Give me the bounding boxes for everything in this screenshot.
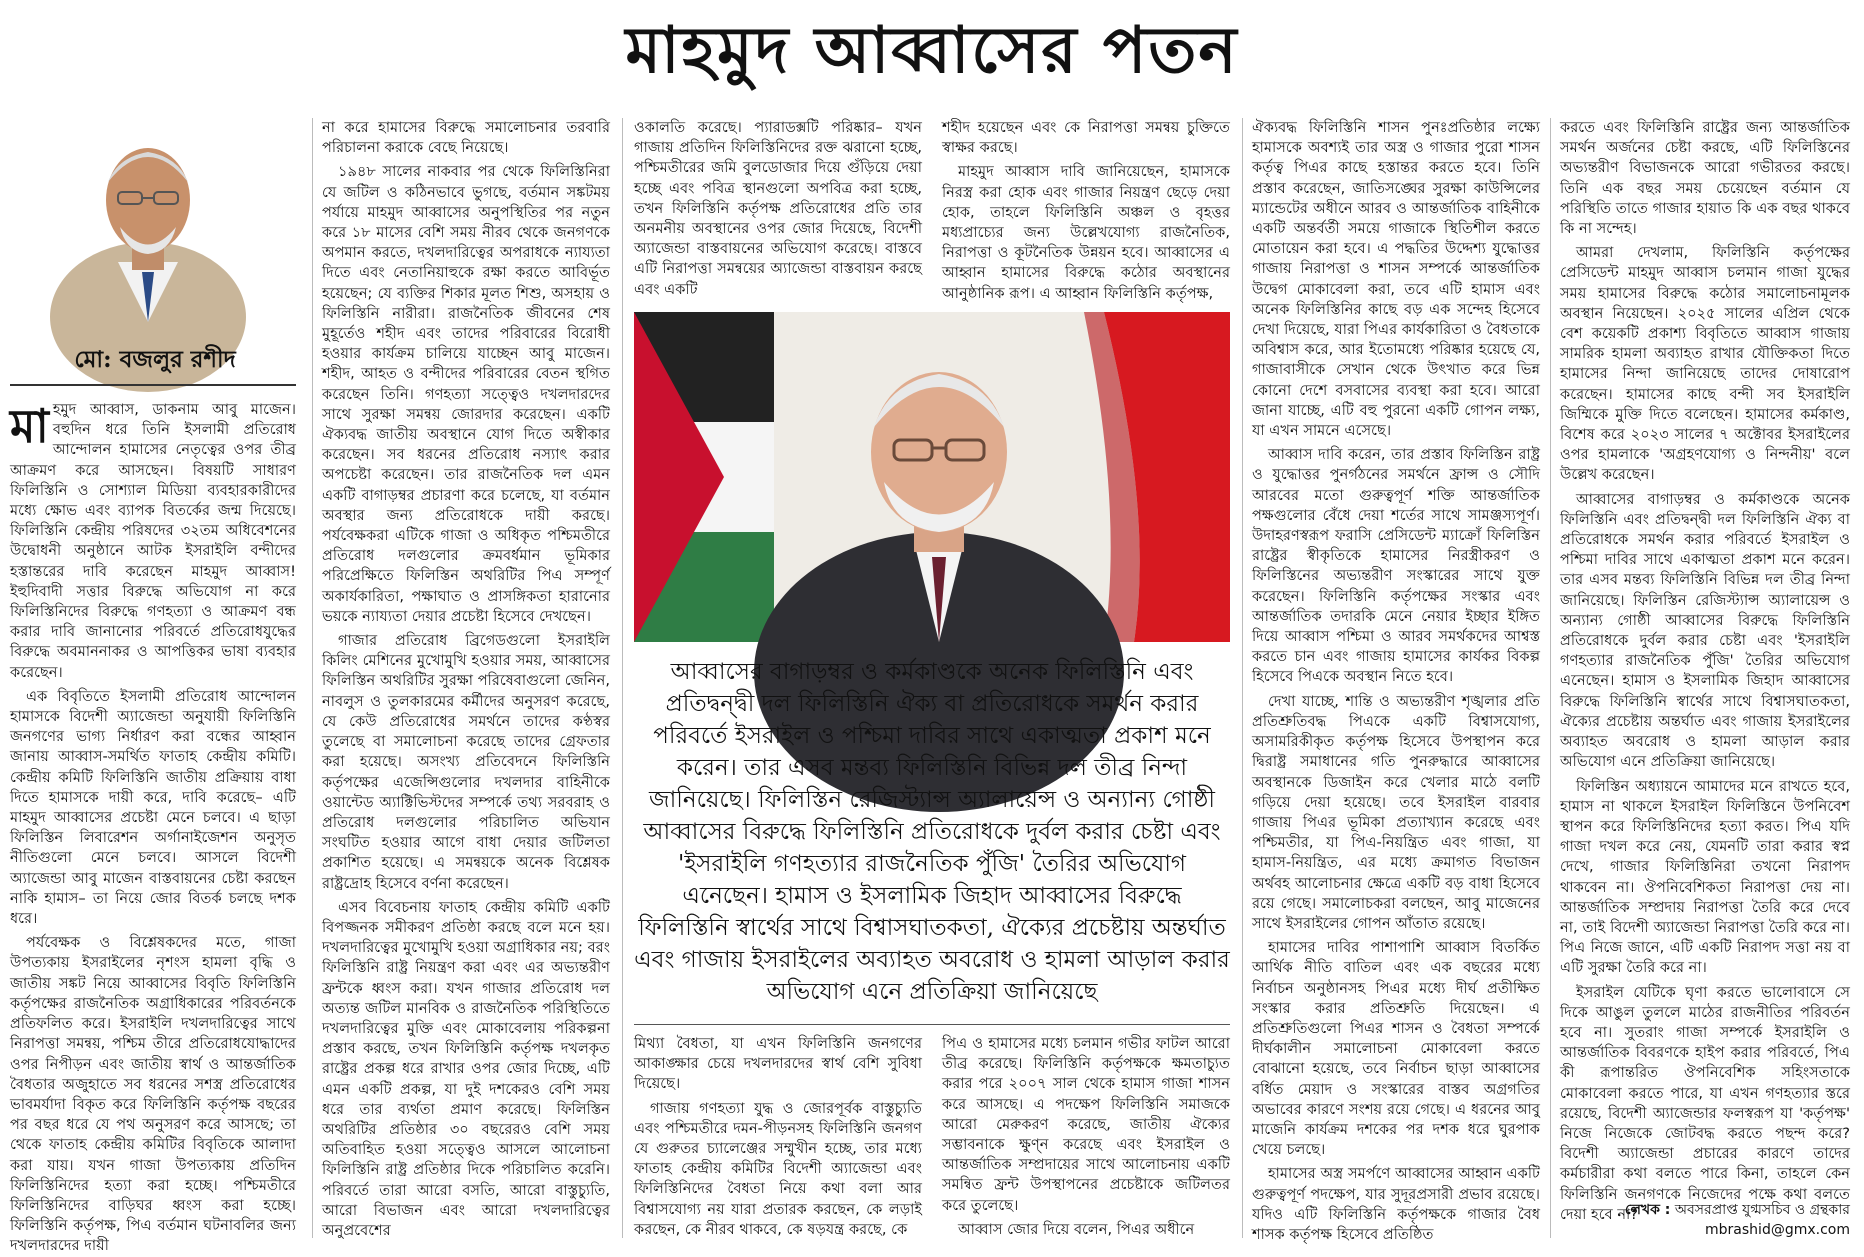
paragraph: ফিলিস্তিন অধ্যায়নে আমাদের মনে রাখতে হবে, হামাস না থাকলে ইসরাইল ফিলিস্তিনে উপনিবেশ স্থাপন করে ফিলিস্তিনিদের হত্যা করত। পিএ যদি গাজা দখল করে নেয়, যেমনটি তারা করার স্বপ্ন দেখে, গাজার ফিলিস্তিনিরা তখনো নিরাপদ থাকবেন না। ঔপনিবেশিকতা নিরাপত্তা দেয় না। আন্তর্জাতিক সম্প্রদায় নিরাপত্তা তৈরি করে দেবে না, তাই বিদেশী অ্যাজেন্ডা নিরাপত্তা তৈরি করে না। পিএ নিজে জানে, এটি একটি নিরাপদ সত্তা নয় বা এটি সুরক্ষা তৈরি করে না। [1560,777,1850,977]
column-divider [622,118,623,1238]
author-byline: মো: বজলুর রশীদ [74,346,236,373]
author-email: mbrashid@gmx.com [1705,1222,1850,1238]
paragraph: মিথ্যা বৈধতা, যা এখন ফিলিস্তিনি জনগণের আকাঙ্ক্ষার চেয়ে দখলদারদের স্বার্থ বেশি সুবিধা দিয়েছে। [634,1035,922,1093]
pull-quote: আব্বাসের বাগাড়ম্বর ও কর্মকাণ্ডকে অনেক ফিলিস্তিনি এবং প্রতিদ্বন্দ্বী দল ফিলিস্তিনি ঐক্য বা প্রতিরোধকে সমর্থন করার পরিবর্তে ইসরাইল ও পশ্চিমা দাবির সাথে একাত্মতা প্রকাশ মনে করেন। তার এসব মন্তব্য ফিলিস্তিনি বিভিন্ন দল তীব্র নিন্দা জানিয়েছে। ফিলিস্তিন রেজিস্ট্যান্স অ্যালায়েন্স ও অন্যান্য গোষ্ঠী আব্বাসের বিরুদ্ধে ফিলিস্তিনি প্রতিরোধকে দুর্বল করার চেষ্টা এবং 'ইসরাইলি গণহত্যার রাজনৈতিক পুঁজি' তৈরির অভিযোগ এনেছেন। হামাস ও ইসলামিক জিহাদ আব্বাসের বিরুদ্ধে ফিলিস্তিনি স্বার্থের সাথে বিশ্বাসঘাতকতা, ঐক্যের প্রচেষ্টায় অন্তর্ঘাত এবং গাজায় ইসরাইলের অব্যাহত অবরোধ ও হামলা আড়াল করার অভিযোগ এনে প্রতিক্রিয়া জানিয়েছে [634,659,1230,1005]
paragraph: আব্বাস জোর দিয়ে বলেন, পিএর অধীনে [958,1220,1195,1238]
news-photo [634,312,1230,642]
article-column-4-bottom [942,1034,1230,1242]
paragraph: শহীদ হয়েছেন এবং কে নিরাপত্তা সমন্বয় চুক্তিতে স্বাক্ষর করছে। [942,119,1230,157]
paragraph: আব্বাসের বাগাড়ম্বর ও কর্মকাণ্ডকে অনেক ফিলিস্তিনি এবং প্রতিদ্বন্দ্বী দল ফিলিস্তিনি ঐক্য বা প্রতিরোধকে সমর্থন করার পরিবর্তে ইসরাইল ও পশ্চিমা দাবির সাথে একাত্মতা প্রকাশ মনে করেন। তার এসব মন্তব্য ফিলিস্তিনি বিভিন্ন দল তীব্র নিন্দা জানিয়েছে। ফিলিস্তিন রেজিস্ট্যান্স অ্যালায়েন্স ও অন্যান্য গোষ্ঠী আব্বাসের বিরুদ্ধে ফিলিস্তিনি প্রতিরোধকে দুর্বল করার চেষ্টা এবং 'ইসরাইলি গণহত্যার রাজনৈতিক পুঁজি' তৈরির অভিযোগ এনেছেন। হামাস ও ইসলামিক জিহাদ আব্বাসের বিরুদ্ধে ফিলিস্তিনি স্বার্থের সাথে বিশ্বাসঘাতকতা, ঐক্যের প্রচেষ্টায় অন্তর্ঘাত এবং গাজায় ইসরাইলের অব্যাহত অবরোধ ও হামলা আড়াল করার অভিযোগ এনে প্রতিক্রিয়া জানিয়েছে। [1560,490,1850,771]
article-column-3-bottom [634,1034,922,1242]
paragraph: হামাসের দাবির পাশাপাশি আব্বাস বিতর্কিত আর্থিক নীতি বাতিল এবং এক বছরের মধ্যে নির্বাচন অনুষ্ঠানসহ পিএর মধ্যে দীর্ঘ প্রতীক্ষিত সংস্কার করার প্রতিশ্রুতি দিয়েছেন। এ প্রতিশ্রুতিগুলো পিএর শাসন ও বৈধতা সম্পর্কে দীর্ঘকালীন সমালোচনা মোকাবেলা করতে বোঝানো হয়েছে, তবে নির্বাচন ছাড়া আব্বাসের বর্ধিত মেয়াদ ও সংস্কারের বাস্তব অগ্রগতির অভাবের কারণে সংশয় রয়ে গেছে। এ ধরনের আবু মাজেনি কার্যক্রম দশকের পর দশক ধরে ঘুরপাক খেয়ে চলছে। [1252,939,1540,1159]
byline-divider [10,384,296,386]
paragraph: পিএ ও হামাসের মধ্যে চলমান গভীর ফাটল আরো তীব্র করেছে। ফিলিস্তিনি কর্তৃপক্ষকে ক্ষমতাচ্যুত করার পরে ২০০৭ সাল থেকে হামাস গাজা শাসন করে আসছে। এ পদক্ষেপ ফিলিস্তিনি সমাজকে আরো মেরুকরণ করেছে, জাতীয় ঐক্যের সম্ভাবনাকে ক্ষুণ্ন করেছে এবং ইসরাইল ও আন্তর্জাতিক সম্প্রদায়ের সাথে আলোচনায় একটি সমন্বিত ফ্রন্ট উপস্থাপনের প্রচেষ্টাকে জটিলতর করে তুলেছে। [942,1035,1230,1214]
paragraph: মাহমুদ আব্বাস, ডাকনাম আবু মাজেন। বহুদিন ধরে তিনি ইসলামী প্রতিরোধ আন্দোলন হামাসের নেতৃত্বের ওপর তীব্র আক্রমণ করে আসছেন। বিষয়টি সাধারণ ফিলিস্তিনি ও সোশ্যাল মিডিয়া ব্যবহারকারীদের মধ্যে ক্ষোভ এবং ব্যাপক বিতর্কের জন্ম দিয়েছে। ফিলিস্তিনি কেন্দ্রীয় পরিষদের ৩২তম অধিবেশনের উদ্বোধনী অনুষ্ঠানে আটক ইসরাইলি বন্দীদের হস্তান্তরের দাবি করেছেন মাহমুদ আব্বাস! ইহুদিবাদী সত্তার বিরুদ্ধে অভিযোগ না করে ফিলিস্তিনিদের বিরুদ্ধে গণহত্যা ও আক্রমণ বন্ধ করার দাবি জানানোর পরিবর্তে প্রতিরোধযুদ্ধের বিরুদ্ধে অবমাননাকর ও আপত্তিকর ভাষা ব্যবহার করেছেন। [10,399,296,681]
author-signature [1540,1200,1850,1240]
article-column-2 [322,118,610,1240]
article-column-4-top [942,118,1230,302]
article-column-5 [1252,118,1540,1243]
paragraph: দেখা যাচ্ছে, শান্তি ও অভ্যন্তরীণ শৃঙ্খলার প্রতি প্রতিশ্রুতিবদ্ধ পিএকে একটি বিশ্বাসযোগ্য, অসামরিকীকৃত কর্তৃপক্ষ হিসেবে উপস্থাপন করে দ্বিরাষ্ট্র সমাধানের গতি পুনরুদ্ধারে আব্বাসের অবস্থানকে ডিজাইন করে খেলার মাঠে বলটি গড়িয়ে দেয়া হয়েছে। তবে ইসরাইল বারবার গাজায় পিএর ভূমিকা প্রত্যাখ্যান করেছে এবং পশ্চিমতীর, যা পিএ-নিয়ন্ত্রিত এবং গাজা, যা হামাস-নিয়ন্ত্রিত, এর মধ্যে ক্রমাগত বিভাজন অর্থবহ আলোচনার ক্ষেত্রে একটি বড় বাধা হিসেবে রয়ে গেছে। সমালোচকরা বলছেন, আবু মাজেনের সাথে ইসরাইলের গোপন আঁতাত রয়েছে। [1252,692,1540,932]
paragraph: ইসরাইল যেটিকে ঘৃণা করতে ভালোবাসে সে দিকে আঙুল তুললে মাঠের রাজনীতির পরিবর্তন হবে না। সুতরাং গাজা সম্পর্কে ইসরাইলি ও আন্তর্জাতিক বিবরণকে হাইপ করার পরিবর্তে, পিএ কী রূপান্তরিত ঔপনিবেশিক সহিংসতাকে মোকাবেলা করতে পারে, যা এখন গণহত্যার স্তরে রয়েছে, বিদেশী অ্যাজেন্ডার ফলস্বরূপ যা 'কর্তৃপক্ষ' নিজে নিজেকে জোটবদ্ধ করতে পছন্দ করে? বিদেশী অ্যাজেন্ডা প্রচারের কারণে তাদের কর্মচারীরা কথা বলতে পারে কিনা, তাহলে কেন ফিলিস্তিনি জনগণকে নিজেদের পক্ষে কথা বলতে দেয়া হবে না? [1560,983,1850,1223]
paragraph: আব্বাস দাবি করেন, তার প্রস্তাব ফিলিস্তিন রাষ্ট্র ও যুদ্ধোত্তর পুনর্গঠনের সমর্থনে ফ্রান্স ও সৌদি আরবের মতো গুরুত্বপূর্ণ শক্তি আন্তর্জাতিক পক্ষগুলোর বেঁধে দেয়া শর্তের সাথে সামঞ্জস্যপূর্ণ। উদাহরণস্বরূপ ফরাসি প্রেসিডেন্ট ম্যাক্রোঁ ফিলিস্তিন রাষ্ট্রের স্বীকৃতিকে হামাসের নিরস্ত্রীকরণ ও ফিলিস্তিনের অভ্যন্তরীণ সংস্কারের সাথে যুক্ত করেছেন। ফিলিস্তিনি কর্তৃপক্ষের সংস্কার এবং আন্তর্জাতিক তদারকি মেনে নেয়ার ইচ্ছার ইঙ্গিত দিয়ে আব্বাস পশ্চিমা ও আরব সমর্থকদের আশ্বস্ত করতে চান এবং গাজায় হামাসের কার্যকর বিকল্প হিসেবে পিএকে অবস্থান নিতে হবে। [1252,446,1540,686]
author-portrait [48,112,248,322]
drop-cap: মা [10,399,49,453]
paragraph: না করে হামাসের বিরুদ্ধে সমালোচনার তরবারি পরিচালনা করাকে বেছে নিয়েছে। [322,119,610,157]
paragraph: করতে এবং ফিলিস্তিনি রাষ্ট্রের জন্য আন্তর্জাতিক সমর্থন অর্জনের চেষ্টা করছে, এটি ফিলিস্তিনের অভ্যন্তরীণ বিভাজনকে আরো গভীরতর করছে। তিনি এক বছর সময় চেয়েছেন বর্তমান যে পরিস্থিতি তাতে গাজার হায়াত কি এক বছর থাকবে কি না সন্দেহ। [1560,119,1850,238]
headline: মাহমুদ আব্বাসের পতন [625,13,1239,88]
paragraph: এক বিবৃতিতে ইসলামী প্রতিরোধ আন্দোলন হামাসকে বিদেশী অ্যাজেন্ডা অনুযায়ী ফিলিস্তিনি জনগণের ভাগ্য নির্ধারণ করা বন্ধের আহ্বান জানায় আব্বাস-সমর্থিত ফাতাহ কেন্দ্রীয় কমিটি। কেন্দ্রীয় কমিটি ফিলিস্তিনি জাতীয় প্রক্রিয়ায় বাধা দিতে হামাসকে দায়ী করে, দাবি করেছে– এটি মাহমুদ আব্বাসের প্রচেষ্টা মেনে চলবে। এ ছাড়া ফিলিস্তিন লিবারেশন অর্গানাইজেশন অনুসৃত নীতিগুলো মেনে চলবে। আসলে বিদেশী অ্যাজেন্ডা আবু মাজেন বাস্তবায়নের চেষ্টা করছেন নাকি হামাস– তা নিয়ে জোর বিতর্ক চলছে দশক ধরে। [10,687,296,928]
paragraph: আমরা দেখলাম, ফিলিস্তিনি কর্তৃপক্ষের প্রেসিডেন্ট মাহমুদ আব্বাস চলমান গাজা যুদ্ধের সময় হামাসের বিরুদ্ধে কঠোর সমালোচনামূলক অবস্থান নিয়েছেন। ২০২৫ সালের এপ্রিল থেকে বেশ কয়েকটি প্রকাশ্য বিবৃতিতে আব্বাস গাজায় সামরিক হামলা অব্যাহত রাখার যৌক্তিকতা দিতে হামাসের নিন্দা জানিয়েছে তাদের দোষারোপ করেছেন। হামাসের কাছে বন্দী সব ইসরাইলি জিম্মিকে মুক্তি দিতে বলেছেন। হামাসের কর্মকাণ্ড, বিশেষ করে ২০২৩ সালের ৭ অক্টোবর ইসরাইলের ওপর হামলাকে 'অগ্রহণযোগ্য ও নিন্দনীয়' বলে উল্লেখ করেছেন। [1560,244,1850,484]
paragraph: হামাসের অস্ত্র সমর্পণে আব্বাসের আহ্বান একটি গুরুত্বপূর্ণ পদক্ষেপ, যার সুদূরপ্রসারী প্রভাব রয়েছে। যদিও এটি ফিলিস্তিনি কর্তৃপক্ষকে গাজার বৈধ শাসক কর্তৃপক্ষ হিসেবে প্রতিষ্ঠিত [1252,1165,1540,1243]
column-divider [1550,118,1551,1238]
paragraph: গাজার প্রতিরোধ ব্রিগেডগুলো ইসরাইলি কিলিং মেশিনের মুখোমুখি হওয়ার সময়, আব্বাসের ফিলিস্তিন অথরিটির সুরক্ষা পরিষেবাগুলো জেনিন, নাবলুস ও তুলকারমের কর্মীদের অনুসরণ করেছে, যে কেউ প্রতিরোধের সমর্থনে তাদের কণ্ঠস্বর তুলেছে বা সমালোচনা করেছে তাদের গ্রেফতার করা হয়েছে। অসংখ্য প্রতিবেদনে ফিলিস্তিনি কর্তৃপক্ষের এজেন্সিগুলোর দখলদার বাহিনীকে ওয়ান্টেড অ্যাক্টিভিস্টদের সম্পর্কে তথ্য সরবরাহ ও প্রতিরোধ দলগুলোর পরিচালিত অভিযান সংঘটিত হওয়ার আগে বাধা দেয়ার জটিলতা প্রকাশিত হয়েছে। এ সমন্বয়কে অনেক বিশ্লেষক রাষ্ট্রদ্রোহ হিসেবে বর্ণনা করেছেন। [322,632,610,892]
signature-text: অবসরপ্রাপ্ত যুগ্মসচিব ও গ্রন্থকার [1674,1202,1850,1218]
article-column-3-top [634,118,922,302]
paragraph: ওকালতি করেছে। প্যারাডক্সটি পরিষ্কার– যখন গাজায় প্রতিদিন ফিলিস্তিনিদের রক্ত ঝরানো হচ্ছে, পশ্চিমতীরের জমি বুলডোজার দিয়ে গুঁড়িয়ে দেয়া হচ্ছে এবং পবিত্র স্থানগুলো অপবিত্র করা হচ্ছে, তখন ফিলিস্তিনি কর্তৃপক্ষ প্রতিরোধের প্রতি তার অনমনীয় অবস্থানের ওপর জোর দিয়েছে, বিদেশী অ্যাজেন্ডা বাস্তবায়নের অভিযোগ করেছে। বাস্তবে এটি নিরাপত্তা সমন্বয়ের অ্যাজেন্ডা বাস্তবায়ন করছে এবং একটি [634,119,922,298]
paragraph: এসব বিবেচনায় ফাতাহ কেন্দ্রীয় কমিটি একটি বিপজ্জনক সমীকরণ প্রতিষ্ঠা করছে বলে মনে হয়। দখলদারিত্বের মুখোমুখি হওয়া অগ্রাধিকার নয়; বরং ফিলিস্তিনি রাষ্ট্র নিয়ন্ত্রণ করা এবং এর অভ্যন্তরীণ ফ্রন্টকে ধ্বংস করা। যখন গাজার প্রতিরোধ দল অত্যন্ত জটিল মানবিক ও রাজনৈতিক পরিস্থিতিতে দখলদারিত্বের মুক্তি এবং মোকাবেলায় পরিকল্পনা প্রস্তাব করছে, তখন ফিলিস্তিনি কর্তৃপক্ষ দখলকৃত রাষ্ট্রের প্রকল্প ধরে রাখার ওপর জোর দিচ্ছে, এটি এমন একটি প্রকল্প, যা দুই দশকেরও বেশি সময় ধরে তার ব্যর্থতা প্রমাণ করেছে। ফিলিস্তিন অথরিটির প্রতিষ্ঠার ৩০ বছরেরও বেশি সময় অতিবাহিত হওয়া সত্ত্বেও আসলে আলোচনা ফিলিস্তিনি রাষ্ট্র প্রতিষ্ঠার দিকে পরিচালিত করেনি। পরিবর্তে তারা আরো বসতি, আরো বাস্তুচ্যুতি, আরো বিভাজন এবং আরো দখলদারিত্বের অনুপ্রবেশের [322,898,610,1239]
signature-label: লেখক : [1624,1202,1671,1218]
paragraph: মাহমুদ আব্বাস দাবি জানিয়েছেন, হামাসকে নিরস্ত্র করা হোক এবং গাজার নিয়ন্ত্রণ ছেড়ে দেয়া হোক, তাহলে ফিলিস্তিনি অঞ্চল ও বৃহত্তর মধ্যপ্রাচ্যের জন্য উল্লেখযোগ্য রাজনৈতিক, নিরাপত্তা ও কূটনৈতিক উন্নয়ন হবে। আব্বাসের এ আহ্বান হামাসের বিরুদ্ধে কঠোর অবস্থানের আনুষ্ঠানিক রূপ। এ আহ্বান ফিলিস্তিনি কর্তৃপক্ষ, [942,163,1230,302]
paragraph: পর্যবেক্ষক ও বিশ্লেষকদের মতে, গাজা উপত্যকায় ইসরাইলের নৃশংস হামলা বৃদ্ধি ও জাতীয় সঙ্কট নিয়ে আব্বাসের বিবৃতি ফিলিস্তিনি কর্তৃপক্ষের রাজনৈতিক অগ্রাধিকারের পরিবর্তনকে প্রতিফলিত করে। ইসরাইলি দখলদারিত্বের সাথে নিরাপত্তা সমন্বয়, পশ্চিম তীরে প্রতিরোধযোদ্ধাদের ওপর নিপীড়ন এবং জাতীয় স্বার্থ ও আন্তর্জাতিক বৈধতার অজুহাতে সব ধরনের সশস্ত্র প্রতিরোধের ভাবমর্যাদা বিকৃত করে ফিলিস্তিনি কর্তৃপক্ষ বছরের পর বছর ধরে যে পথ অনুসরণ করে আসছে; তা থেকে ফাতাহ কেন্দ্রীয় কমিটির বিবৃতিকে আলাদা করা যায়। যখন গাজা উপত্যকায় প্রতিদিন ফিলিস্তিনিদের হত্যা করা হচ্ছে। পশ্চিমতীরে ফিলিস্তিনিদের বাড়িঘর ধ্বংস করা হচ্ছে। ফিলিস্তিনি কর্তৃপক্ষ, পিএ বর্তমান ঘটনাবলির জন্য দখলদারদের দায়ী [10,934,296,1255]
column-divider [1242,118,1243,1238]
pull-quote-divider [634,1024,1230,1025]
column-divider [312,118,313,1238]
article-column-1 [10,399,296,1255]
paragraph: ১৯৪৮ সালের নাকবার পর থেকে ফিলিস্তিনিরা যে জটিল ও কঠিনভাবে ভুগছে, বর্তমান সঙ্কটময় পর্যায়ে মাহমুদ আব্বাসের অনুপস্থিতির পর নতুন করে ১৮ মাসের বেশি সময় নীরব থেকে জনগণকে অপমান করতে, দখলদারিত্বের অপরাধকে ন্যায্যতা দিতে এবং নেতানিয়াহুকে রক্ষা করতে আবির্ভূত হয়েছেন; যে ব্যক্তির শিকার মূলত শিশু, অসহায় ও ফিলিস্তিনি নারীরা। রাজনৈতিক জীবনের শেষ মুহূর্তেও শহীদ এবং তাদের পরিবারের বিরোধী হওয়ার কার্যক্রম চালিয়ে যাচ্ছেন আবু মাজেন। শহীদ, আহত ও বন্দীদের পরিবারের বেতন স্থগিত করেছেন তিনি। গণহত্যা সত্ত্বেও দখলদারদের সাথে সুরক্ষা সমন্বয় জোরদার করেছেন। একটি ঐক্যবদ্ধ জাতীয় অবস্থানে যোগ দিতে অস্বীকার করেছেন। সব ধরনের প্রতিরোধ নস্যাৎ করার অপচেষ্টা করেছেন। তার রাজনৈতিক দল এমন একটি বাগাড়ম্বর প্রচারণা করে চলেছে, যা বর্তমান অবস্থার জন্য প্রতিরোধকে দায়ী করছে। পর্যবেক্ষকরা এটিকে গাজা ও অধিকৃত পশ্চিমতীরে প্রতিরোধ দলগুলোর ক্রমবর্ধমান ভূমিকার পরিপ্রেক্ষিতে ফিলিস্তিন অথরিটির পিএ সম্পূর্ণ অকার্যকারিতা, পক্ষাঘাত ও প্রাসঙ্গিকতা হারানোর ভয়কে ন্যায্যতা দেয়ার প্রচেষ্টা হিসেবে দেখছেন। [322,163,610,625]
paragraph: ঐক্যবদ্ধ ফিলিস্তিনি শাসন পুনঃপ্রতিষ্ঠার লক্ষ্যে হামাসকে অবশ্যই তার অস্ত্র ও গাজার পুরো শাসন কর্তৃত্ব পিএর কাছে হস্তান্তর করতে হবে। তিনি প্রস্তাব করেছেন, জাতিসঙ্ঘের সুরক্ষা কাউন্সিলের ম্যান্ডেটের অধীনে আরব ও আন্তর্জাতিক বাহিনীকে একটি অন্তর্বর্তী সময়ে গাজাকে স্থিতিশীল করতে মোতায়েন করা হবে। এ পদ্ধতির উদ্দেশ্য যুদ্ধোত্তর গাজায় নিরাপত্তা ও শাসন সম্পর্কে আন্তর্জাতিক উদ্বেগ মোকাবেলা করা, তবে এটি হামাস এবং অনেক ফিলিস্তিনির কাছে বড় এক সন্দেহ হিসেবে দেখা দিয়েছে, যারা পিএর কার্যকারিতা ও বৈধতাকে অবিশ্বাস করে, আর ইতোমধ্যে পরিষ্কার হয়েছে যে, গাজাবাসীকে সেখান থেকে উৎখাত করে ভিন্ন কোনো দেশে বসবাসের ব্যবস্থা করা হবে। আরো জানা যাচ্ছে, এটি বহু পুরনো একটি গোপন লক্ষ্য, যা এখন সামনে এসেছে। [1252,119,1540,440]
paragraph: গাজায় গণহত্যা যুদ্ধ ও জোরপূর্বক বাস্তুচ্যুতি এবং পশ্চিমতীরে দমন-পীড়নসহ ফিলিস্তিনি জনগণ যে গুরুতর চ্যালেঞ্জের সম্মুখীন হচ্ছে, তার মধ্যে ফাতাহ কেন্দ্রীয় কমিটির বিদেশী অ্যাজেন্ডা এবং ফিলিস্তিনিদের বৈধতা নিয়ে কথা বলা আর বিশ্বাসযোগ্য নয় যারা প্রতারক করছেন, কে লড়াই করছেন, কে নীরব থাকবে, কে ষড়যন্ত্র করছে, কে [634,1099,922,1238]
